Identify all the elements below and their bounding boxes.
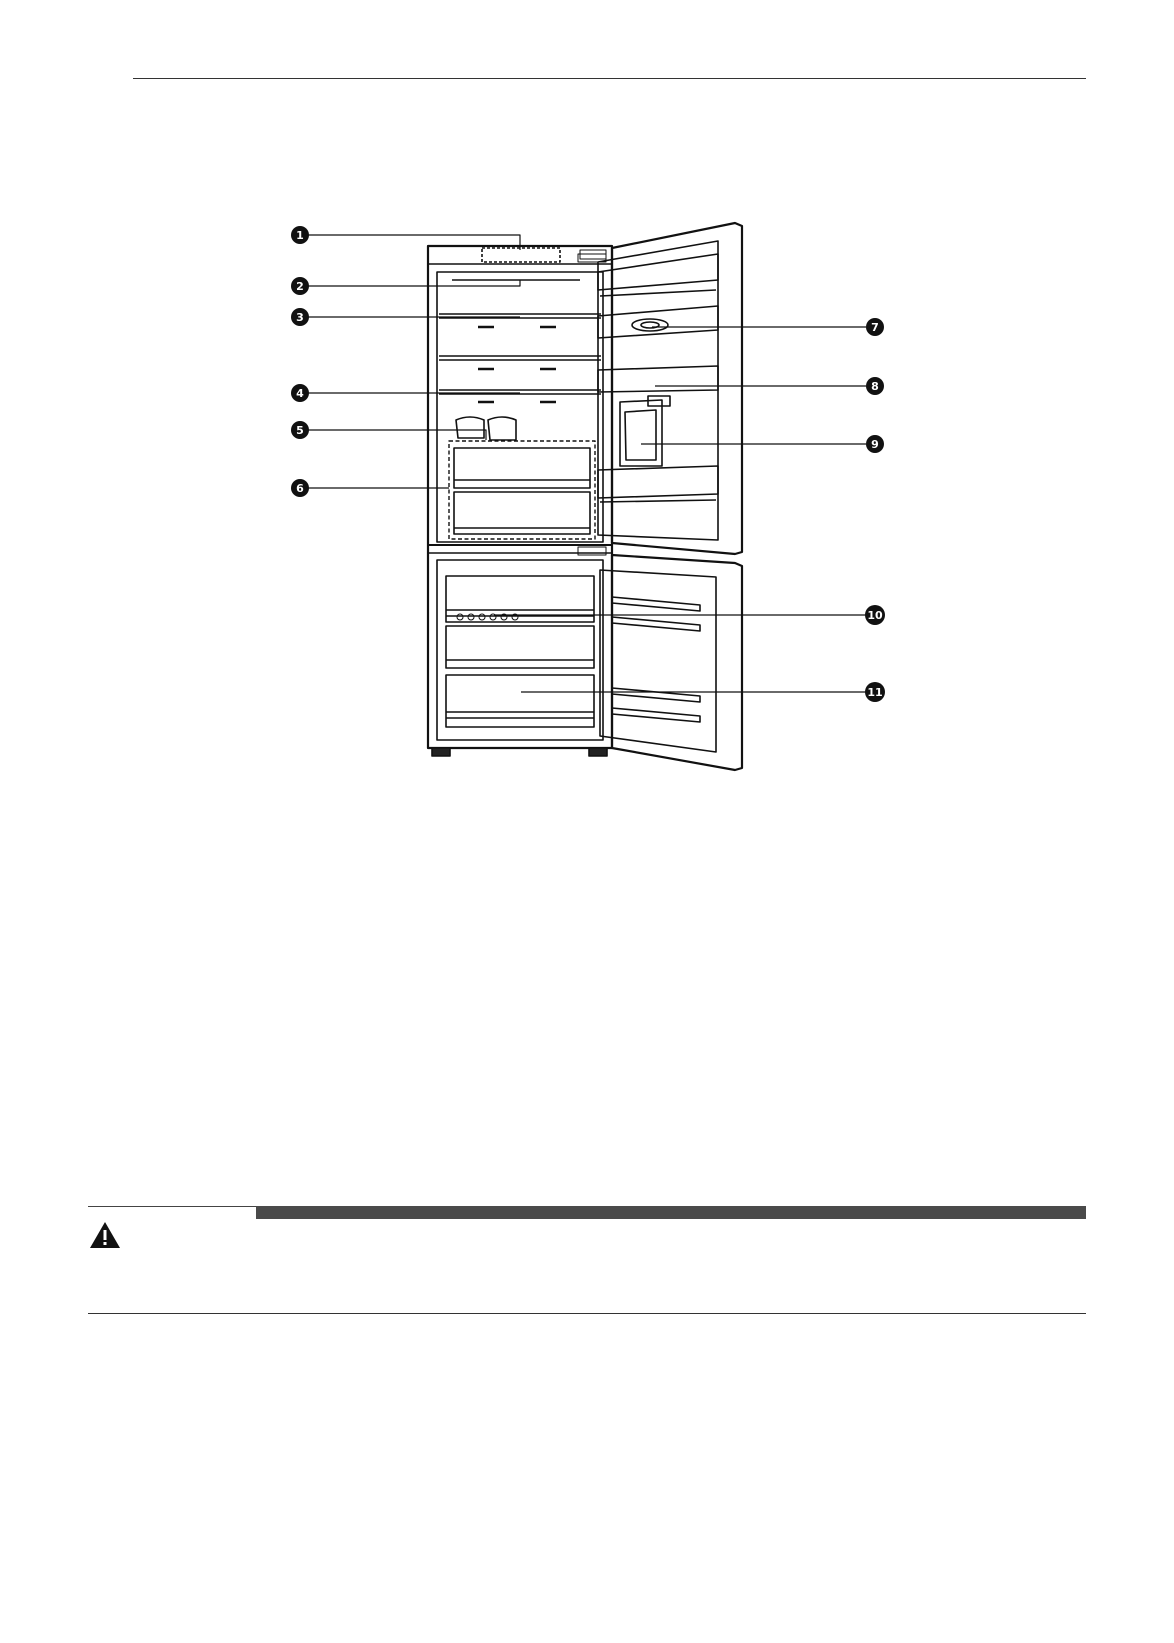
leader-lines [308,235,866,692]
svg-text:3: 3 [296,311,304,324]
callout-11 [865,682,885,702]
svg-text:11: 11 [867,686,883,699]
caution-section [88,1206,1086,1316]
callout-5 [291,421,309,439]
caution-bottom-rule [88,1313,1086,1314]
svg-text:1: 1 [296,229,304,242]
svg-text:10: 10 [867,609,883,622]
callout-3 [291,308,309,326]
svg-text:6: 6 [296,482,304,495]
freezer-door [600,555,742,770]
svg-text:2: 2 [296,280,304,293]
caution-header-bar [256,1206,1086,1219]
svg-text:4: 4 [296,387,304,400]
freezer-drawers [446,576,594,727]
callout-7 [866,318,884,336]
svg-text:9: 9 [871,438,879,451]
svg-text:7: 7 [871,321,879,334]
crisper-drawers [449,441,595,539]
caution-header-left [88,1206,256,1213]
callout-2 [291,277,309,295]
svg-text:5: 5 [296,424,304,437]
callout-8 [866,377,884,395]
fridge-shelves [439,280,601,440]
callout-1 [291,226,309,244]
cabinet [428,246,612,756]
svg-text:8: 8 [871,380,879,393]
callout-4 [291,384,309,402]
callout-9 [866,435,884,453]
fridge-door [580,223,742,554]
warning-triangle-icon [88,1220,122,1250]
callout-6 [291,479,309,497]
callout-10 [865,605,885,625]
